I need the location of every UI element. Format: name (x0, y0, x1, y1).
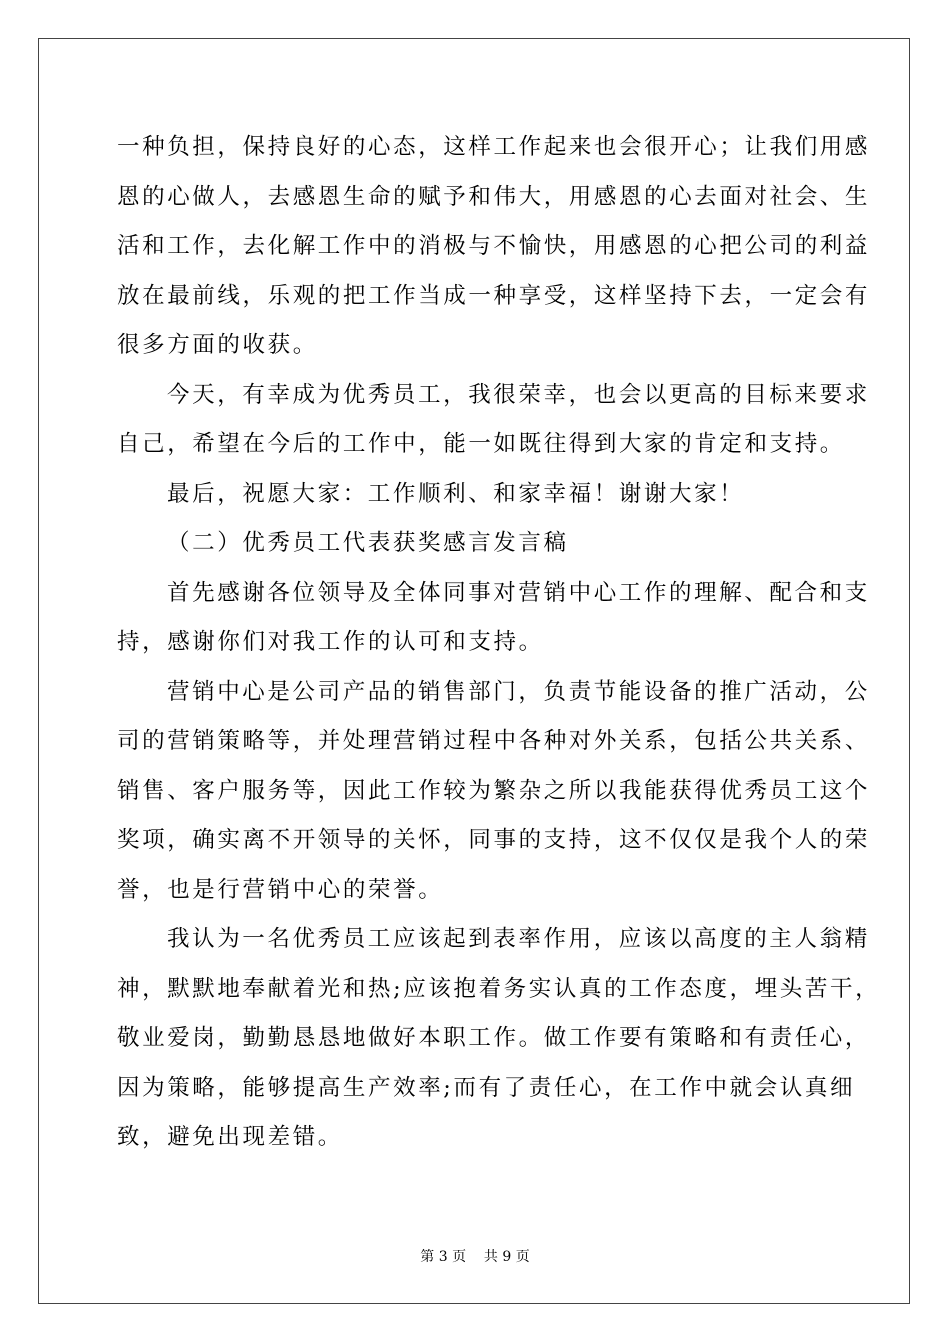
text-line: 敬业爱岗，勤勤恳恳地做好本职工作。做工作要有策略和有责任心， (117, 1025, 871, 1051)
text-line: 神，默默地奉献着光和热;应该抱着务实认真的工作态度，埋头苦干， (117, 975, 881, 1002)
paragraph-start-line: 营销中心是公司产品的销售部门，负责节能设备的推广活动，公 (167, 678, 870, 705)
paragraph-start-line: 今天，有幸成为优秀员工，我很荣幸，也会以更高的目标来要求 (167, 381, 870, 408)
page-total: 共 9 页 (483, 1249, 530, 1265)
paragraph-start-line: 首先感谢各位领导及全体同事对营销中心工作的理解、配合和支 (167, 579, 870, 606)
page-footer (0, 1248, 950, 1266)
text-line: 奖项，确实离不开领导的关怀，同事的支持，这不仅仅是我个人的荣 (117, 827, 871, 853)
text-line: 放在最前线，乐观的把工作当成一种享受，这样坚持下去，一定会有 (117, 282, 871, 309)
text-line: 活和工作，去化解工作中的消极与不愉快，用感恩的心把公司的利益 (117, 233, 871, 259)
section-heading: （二）优秀员工代表获奖感言发言稿 (167, 530, 569, 556)
text-line: 销售、客户服务等，因此工作较为繁杂之所以我能获得优秀员工这个 (117, 777, 871, 804)
text-line: 恩的心做人，去感恩生命的赋予和伟大，用感恩的心去面对社会、生 (117, 183, 871, 210)
document-body (117, 123, 881, 1163)
text-line: 很多方面的收获。 (117, 332, 318, 358)
text-line: 司的营销策略等，并处理营销过程中各种对外关系，包括公共关系、 (117, 728, 871, 754)
text-line: 持，感谢你们对我工作的认可和支持。 (117, 629, 544, 655)
paragraph-start-line: 我认为一名优秀员工应该起到表率作用，应该以高度的主人翁精 (167, 926, 870, 952)
page-number: 第 3 页 (420, 1249, 467, 1265)
paragraph-start-line: 最后，祝愿大家：工作顺利、和家幸福！谢谢大家！ (167, 480, 745, 507)
text-line: 因为策略，能够提高生产效率;而有了责任心，在工作中就会认真细 (117, 1074, 856, 1101)
text-line: 誉，也是行营销中心的荣誉。 (117, 876, 444, 903)
text-line: 自己，希望在今后的工作中，能一如既往得到大家的肯定和支持。 (117, 431, 845, 457)
text-line: 一种负担，保持良好的心态，这样工作起来也会很开心；让我们用感 (117, 134, 871, 160)
text-line: 致，避免出现差错。 (117, 1124, 343, 1150)
